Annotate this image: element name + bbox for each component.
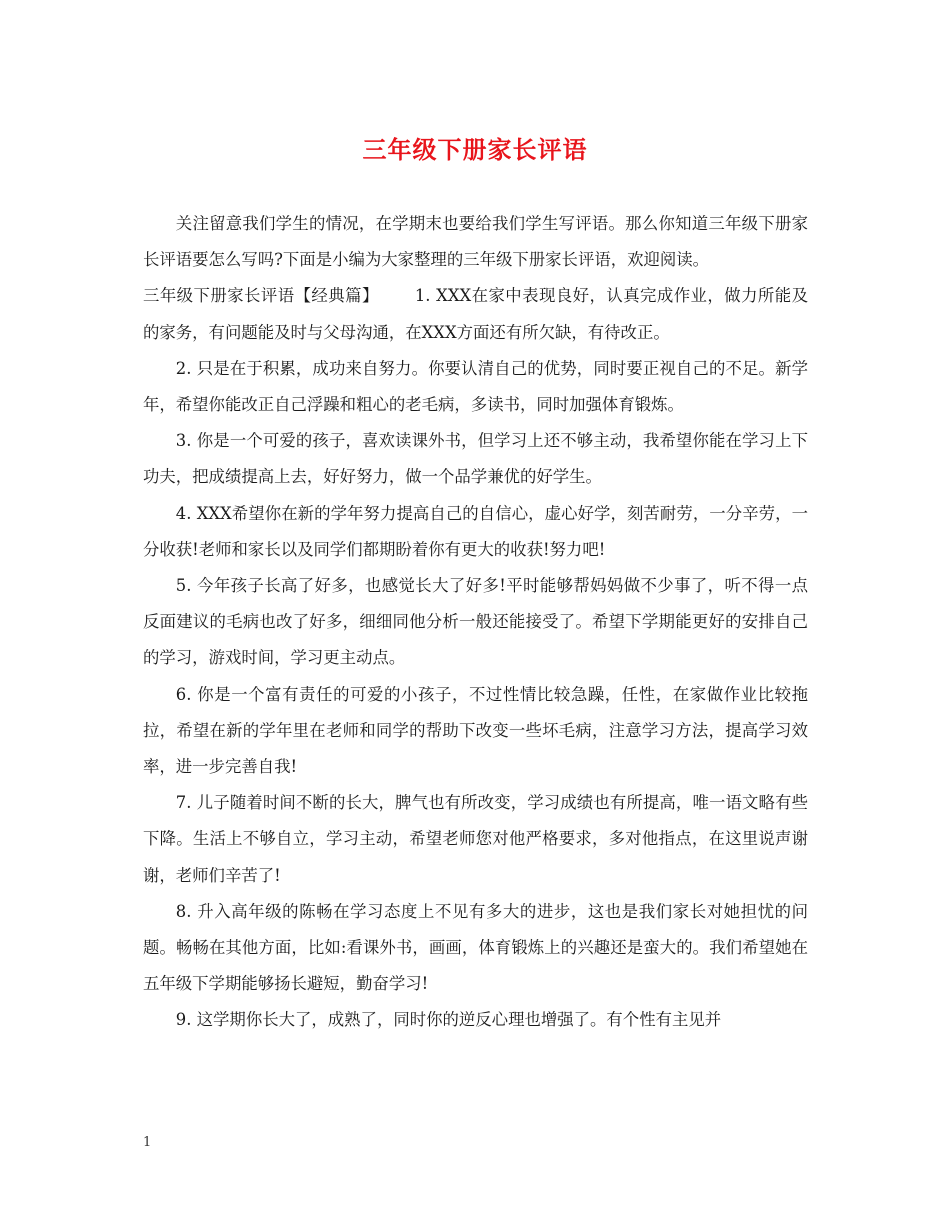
comment-item-3: 3. 你是一个可爱的孩子，喜欢读课外书，但学习上还不够主动，我希望你能在学习上下功夫，把成绩提高上去，好好努力，做一个品学兼优的好学生。 [143, 431, 808, 487]
section-heading: 三年级下册家长评语【经典篇】 [143, 286, 379, 306]
comment-item-2: 2. 只是在于积累，成功来自努力。你要认清自己的优势，同时要正视自己的不足。新学年，希望你能改正自己浮躁和粗心的老毛病，多读书，同时加强体育锻炼。 [143, 358, 808, 415]
comment-item-4: 4. XXX希望你在新的学年努力提高自己的自信心，虚心好学，刻苦耐劳，一分辛劳，一分收获!老师和家长以及同学们都期盼着你有更大的收获!努力吧! [143, 503, 808, 559]
intro-paragraph: 关注留意我们学生的情况，在学期末也要给我们学生写评语。那么你知道三年级下册家长评语要怎么写吗?下面是小编为大家整理的三年级下册家长评语，欢迎阅读。 [143, 214, 808, 270]
comment-item-8: 8. 升入高年级的陈畅在学习态度上不见有多大的进步，这也是我们家长对她担忧的问题。畅畅在其他方面，比如:看课外书，画画，体育锻炼上的兴趣还是蛮大的。我们希望她在五年级下学期能够扬长避短，勤奋学习! [143, 901, 808, 994]
page-number: 1 [143, 1135, 152, 1150]
comment-item-1: 1. XXX在家中表现良好，认真完成作业，做力所能及的家务，有问题能及时与父母沟通，在XXX方面还有所欠缺，有待改正。 [143, 286, 808, 342]
document-title: 三年级下册家长评语 [362, 135, 588, 164]
comment-item-9: 9. 这学期你长大了，成熟了，同时你的逆反心理也增强了。有个性有主见并 [175, 1010, 722, 1030]
comment-item-7: 7. 儿子随着时间不断的长大，脾气也有所改变，学习成绩也有所提高，唯一语文略有些下降。生活上不够自立，学习主动，希望老师您对他严格要求，多对他指点，在这里说声谢谢，老师们辛苦了! [143, 793, 808, 885]
section-paragraph [143, 278, 808, 350]
comment-item-5: 5. 今年孩子长高了好多，也感觉长大了好多!平时能够帮妈妈做不少事了，听不得一点反面建议的毛病也改了好多，细细同他分析一般还能接受了。希望下学期能更好的安排自己的学习，游戏时间，学习更主动点。 [143, 576, 808, 668]
comment-item-6: 6. 你是一个富有责任的可爱的小孩子，不过性情比较急躁，任性，在家做作业比较拖拉，希望在新的学年里在老师和同学的帮助下改变一些坏毛病，注意学习方法，提高学习效率，进一步完善自我! [143, 684, 808, 777]
document-body [143, 206, 808, 1039]
